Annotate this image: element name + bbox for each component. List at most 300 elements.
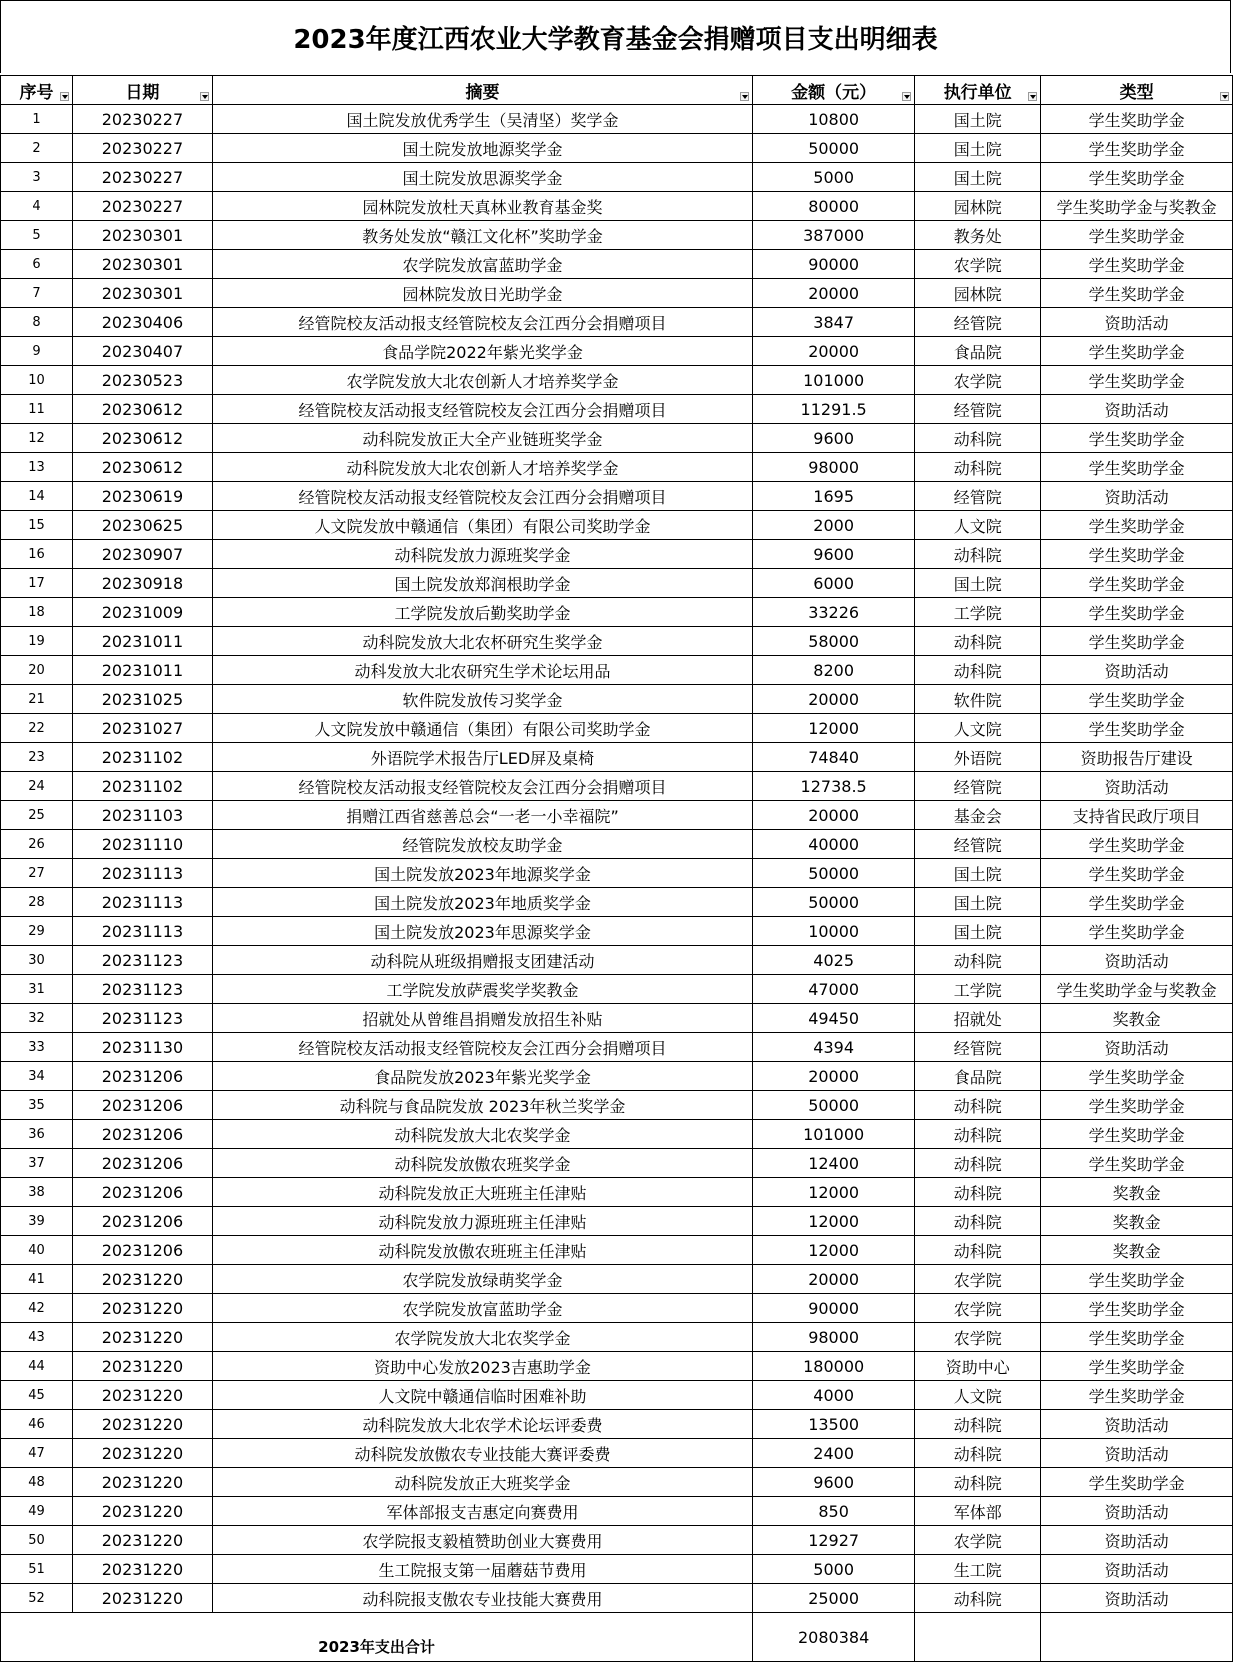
cell-date[interactable]: 20231102	[73, 772, 213, 801]
cell-unit[interactable]: 经管院	[915, 1033, 1041, 1062]
cell-summary[interactable]: 人文院发放中赣通信（集团）有限公司奖助学金	[212, 511, 752, 540]
cell-unit[interactable]: 食品院	[915, 337, 1041, 366]
cell-unit[interactable]: 人文院	[915, 511, 1041, 540]
cell-date[interactable]: 20231220	[73, 1323, 213, 1352]
cell-amount[interactable]: 101000	[753, 1120, 915, 1149]
cell-type[interactable]: 学生奖助学金	[1041, 1381, 1233, 1410]
cell-summary[interactable]: 国土院发放优秀学生（吴清坚）奖学金	[212, 105, 752, 134]
cell-type[interactable]: 学生奖助学金与奖教金	[1041, 192, 1233, 221]
cell-amount[interactable]: 5000	[753, 163, 915, 192]
cell-type[interactable]: 奖教金	[1041, 1004, 1233, 1033]
cell-seq[interactable]: 34	[1, 1062, 73, 1091]
cell-date[interactable]: 20230612	[73, 424, 213, 453]
cell-seq[interactable]: 15	[1, 511, 73, 540]
cell-date[interactable]: 20231027	[73, 714, 213, 743]
cell-seq[interactable]: 28	[1, 888, 73, 917]
cell-seq[interactable]: 27	[1, 859, 73, 888]
cell-date[interactable]: 20230625	[73, 511, 213, 540]
cell-amount[interactable]: 20000	[753, 1265, 915, 1294]
cell-summary[interactable]: 农学院发放富蓝助学金	[212, 1294, 752, 1323]
cell-summary[interactable]: 经管院校友活动报支经管院校友会江西分会捐赠项目	[212, 308, 752, 337]
cell-seq[interactable]: 36	[1, 1120, 73, 1149]
cell-amount[interactable]: 74840	[753, 743, 915, 772]
cell-summary[interactable]: 动科院与食品院发放 2023年秋兰奖学金	[212, 1091, 752, 1120]
cell-unit[interactable]: 教务处	[915, 221, 1041, 250]
cell-type[interactable]: 资助活动	[1041, 1526, 1233, 1555]
total-label[interactable]: 2023年支出合计	[1, 1613, 753, 1662]
cell-summary[interactable]: 动科院从班级捐赠报支团建活动	[212, 946, 752, 975]
cell-summary[interactable]: 经管院校友活动报支经管院校友会江西分会捐赠项目	[212, 482, 752, 511]
cell-summary[interactable]: 生工院报支第一届蘑菇节费用	[212, 1555, 752, 1584]
cell-seq[interactable]: 12	[1, 424, 73, 453]
cell-seq[interactable]: 25	[1, 801, 73, 830]
cell-unit[interactable]: 农学院	[915, 1265, 1041, 1294]
cell-type[interactable]: 学生奖助学金	[1041, 540, 1233, 569]
cell-amount[interactable]: 180000	[753, 1352, 915, 1381]
cell-date[interactable]: 20231103	[73, 801, 213, 830]
cell-type[interactable]: 资助活动	[1041, 395, 1233, 424]
cell-summary[interactable]: 农学院发放大北农创新人才培养奖学金	[212, 366, 752, 395]
cell-seq[interactable]: 46	[1, 1410, 73, 1439]
cell-amount[interactable]: 1695	[753, 482, 915, 511]
cell-date[interactable]: 20231206	[73, 1091, 213, 1120]
cell-summary[interactable]: 农学院发放富蓝助学金	[212, 250, 752, 279]
filter-dropdown-icon[interactable]	[740, 92, 749, 101]
cell-amount[interactable]: 47000	[753, 975, 915, 1004]
cell-type[interactable]: 学生奖助学金	[1041, 627, 1233, 656]
cell-date[interactable]: 20231206	[73, 1062, 213, 1091]
cell-summary[interactable]: 动科院发放傲农专业技能大赛评委费	[212, 1439, 752, 1468]
cell-seq[interactable]: 11	[1, 395, 73, 424]
cell-seq[interactable]: 30	[1, 946, 73, 975]
cell-type[interactable]: 学生奖助学金	[1041, 917, 1233, 946]
cell-seq[interactable]: 5	[1, 221, 73, 250]
cell-date[interactable]: 20231206	[73, 1149, 213, 1178]
cell-amount[interactable]: 50000	[753, 1091, 915, 1120]
cell-summary[interactable]: 外语院学术报告厅LED屏及桌椅	[212, 743, 752, 772]
cell-amount[interactable]: 50000	[753, 134, 915, 163]
cell-date[interactable]: 20231220	[73, 1410, 213, 1439]
cell-summary[interactable]: 农学院发放大北农奖学金	[212, 1323, 752, 1352]
cell-summary[interactable]: 动科院发放大北农学术论坛评委费	[212, 1410, 752, 1439]
cell-summary[interactable]: 招就处从曾维昌捐赠发放招生补贴	[212, 1004, 752, 1033]
cell-type[interactable]: 资助报告厅建设	[1041, 743, 1233, 772]
cell-date[interactable]: 20231113	[73, 859, 213, 888]
cell-amount[interactable]: 20000	[753, 337, 915, 366]
cell-unit[interactable]: 国土院	[915, 888, 1041, 917]
cell-type[interactable]: 学生奖助学金	[1041, 859, 1233, 888]
cell-summary[interactable]: 经管院校友活动报支经管院校友会江西分会捐赠项目	[212, 1033, 752, 1062]
cell-unit[interactable]: 经管院	[915, 772, 1041, 801]
cell-seq[interactable]: 37	[1, 1149, 73, 1178]
cell-unit[interactable]: 动科院	[915, 1468, 1041, 1497]
cell-seq[interactable]: 17	[1, 569, 73, 598]
cell-seq[interactable]: 6	[1, 250, 73, 279]
cell-amount[interactable]: 101000	[753, 366, 915, 395]
cell-type[interactable]: 资助活动	[1041, 772, 1233, 801]
cell-unit[interactable]: 动科院	[915, 1178, 1041, 1207]
cell-seq[interactable]: 22	[1, 714, 73, 743]
cell-seq[interactable]: 48	[1, 1468, 73, 1497]
filter-dropdown-icon[interactable]	[1220, 92, 1229, 101]
cell-date[interactable]: 20231220	[73, 1526, 213, 1555]
cell-type[interactable]: 资助活动	[1041, 1555, 1233, 1584]
cell-amount[interactable]: 10800	[753, 105, 915, 134]
cell-date[interactable]: 20230227	[73, 105, 213, 134]
cell-date[interactable]: 20230407	[73, 337, 213, 366]
cell-unit[interactable]: 人文院	[915, 1381, 1041, 1410]
cell-type[interactable]: 学生奖助学金	[1041, 598, 1233, 627]
cell-type[interactable]: 学生奖助学金	[1041, 1323, 1233, 1352]
cell-unit[interactable]: 国土院	[915, 917, 1041, 946]
cell-type[interactable]: 学生奖助学金	[1041, 511, 1233, 540]
cell-seq[interactable]: 16	[1, 540, 73, 569]
cell-type[interactable]: 资助活动	[1041, 308, 1233, 337]
cell-unit[interactable]: 招就处	[915, 1004, 1041, 1033]
cell-amount[interactable]: 850	[753, 1497, 915, 1526]
cell-amount[interactable]: 90000	[753, 250, 915, 279]
cell-unit[interactable]: 农学院	[915, 1294, 1041, 1323]
cell-summary[interactable]: 捐赠江西省慈善总会“一老一小幸福院”	[212, 801, 752, 830]
cell-unit[interactable]: 动科院	[915, 656, 1041, 685]
cell-date[interactable]: 20231220	[73, 1439, 213, 1468]
total-empty-cell[interactable]	[1041, 1613, 1233, 1662]
cell-amount[interactable]: 2400	[753, 1439, 915, 1468]
cell-summary[interactable]: 食品院发放2023年紫光奖学金	[212, 1062, 752, 1091]
cell-seq[interactable]: 52	[1, 1584, 73, 1613]
cell-amount[interactable]: 6000	[753, 569, 915, 598]
cell-amount[interactable]: 20000	[753, 801, 915, 830]
cell-date[interactable]: 20230406	[73, 308, 213, 337]
cell-date[interactable]: 20231113	[73, 888, 213, 917]
cell-unit[interactable]: 动科院	[915, 946, 1041, 975]
filter-dropdown-icon[interactable]	[1028, 92, 1037, 101]
cell-summary[interactable]: 资助中心发放2023吉惠助学金	[212, 1352, 752, 1381]
cell-seq[interactable]: 14	[1, 482, 73, 511]
cell-type[interactable]: 学生奖助学金	[1041, 1120, 1233, 1149]
cell-amount[interactable]: 12000	[753, 714, 915, 743]
cell-amount[interactable]: 11291.5	[753, 395, 915, 424]
cell-summary[interactable]: 园林院发放杜天真林业教育基金奖	[212, 192, 752, 221]
cell-type[interactable]: 资助活动	[1041, 1439, 1233, 1468]
cell-seq[interactable]: 32	[1, 1004, 73, 1033]
cell-date[interactable]: 20231206	[73, 1178, 213, 1207]
cell-summary[interactable]: 国土院发放地源奖学金	[212, 134, 752, 163]
cell-unit[interactable]: 基金会	[915, 801, 1041, 830]
cell-type[interactable]: 学生奖助学金	[1041, 1468, 1233, 1497]
cell-type[interactable]: 学生奖助学金	[1041, 250, 1233, 279]
cell-date[interactable]: 20231025	[73, 685, 213, 714]
cell-amount[interactable]: 4394	[753, 1033, 915, 1062]
cell-unit[interactable]: 国土院	[915, 859, 1041, 888]
cell-date[interactable]: 20230612	[73, 453, 213, 482]
cell-type[interactable]: 学生奖助学金	[1041, 888, 1233, 917]
cell-summary[interactable]: 园林院发放日光助学金	[212, 279, 752, 308]
cell-date[interactable]: 20231102	[73, 743, 213, 772]
cell-date[interactable]: 20230619	[73, 482, 213, 511]
cell-seq[interactable]: 24	[1, 772, 73, 801]
cell-amount[interactable]: 4000	[753, 1381, 915, 1410]
cell-summary[interactable]: 教务处发放“赣江文化杯”奖助学金	[212, 221, 752, 250]
cell-summary[interactable]: 动科院发放正大全产业链班奖学金	[212, 424, 752, 453]
cell-summary[interactable]: 国土院发放郑润根助学金	[212, 569, 752, 598]
cell-unit[interactable]: 经管院	[915, 482, 1041, 511]
cell-type[interactable]: 奖教金	[1041, 1178, 1233, 1207]
cell-unit[interactable]: 经管院	[915, 830, 1041, 859]
cell-seq[interactable]: 13	[1, 453, 73, 482]
cell-type[interactable]: 学生奖助学金与奖教金	[1041, 975, 1233, 1004]
cell-type[interactable]: 学生奖助学金	[1041, 1265, 1233, 1294]
cell-date[interactable]: 20231220	[73, 1294, 213, 1323]
cell-unit[interactable]: 工学院	[915, 598, 1041, 627]
cell-amount[interactable]: 2000	[753, 511, 915, 540]
cell-unit[interactable]: 园林院	[915, 192, 1041, 221]
cell-seq[interactable]: 19	[1, 627, 73, 656]
cell-date[interactable]: 20230227	[73, 134, 213, 163]
cell-summary[interactable]: 国土院发放2023年思源奖学金	[212, 917, 752, 946]
cell-amount[interactable]: 12000	[753, 1207, 915, 1236]
cell-unit[interactable]: 人文院	[915, 714, 1041, 743]
cell-unit[interactable]: 外语院	[915, 743, 1041, 772]
cell-unit[interactable]: 经管院	[915, 395, 1041, 424]
cell-amount[interactable]: 58000	[753, 627, 915, 656]
cell-date[interactable]: 20230227	[73, 192, 213, 221]
cell-amount[interactable]: 9600	[753, 424, 915, 453]
cell-summary[interactable]: 动科院发放大北农奖学金	[212, 1120, 752, 1149]
cell-unit[interactable]: 资助中心	[915, 1352, 1041, 1381]
cell-type[interactable]: 资助活动	[1041, 946, 1233, 975]
cell-amount[interactable]: 12738.5	[753, 772, 915, 801]
cell-unit[interactable]: 生工院	[915, 1555, 1041, 1584]
cell-amount[interactable]: 12927	[753, 1526, 915, 1555]
cell-date[interactable]: 20231011	[73, 627, 213, 656]
cell-seq[interactable]: 51	[1, 1555, 73, 1584]
cell-date[interactable]: 20231206	[73, 1120, 213, 1149]
cell-amount[interactable]: 49450	[753, 1004, 915, 1033]
cell-type[interactable]: 学生奖助学金	[1041, 1091, 1233, 1120]
cell-type[interactable]: 学生奖助学金	[1041, 105, 1233, 134]
cell-type[interactable]: 资助活动	[1041, 1410, 1233, 1439]
cell-unit[interactable]: 国土院	[915, 569, 1041, 598]
cell-summary[interactable]: 农学院发放绿萌奖学金	[212, 1265, 752, 1294]
cell-date[interactable]: 20231220	[73, 1468, 213, 1497]
cell-date[interactable]: 20230907	[73, 540, 213, 569]
cell-type[interactable]: 学生奖助学金	[1041, 424, 1233, 453]
cell-type[interactable]: 学生奖助学金	[1041, 714, 1233, 743]
cell-amount[interactable]: 3847	[753, 308, 915, 337]
cell-summary[interactable]: 经管院发放校友助学金	[212, 830, 752, 859]
cell-seq[interactable]: 23	[1, 743, 73, 772]
cell-type[interactable]: 奖教金	[1041, 1236, 1233, 1265]
cell-summary[interactable]: 动科院发放傲农班班主任津贴	[212, 1236, 752, 1265]
cell-type[interactable]: 学生奖助学金	[1041, 453, 1233, 482]
cell-type[interactable]: 学生奖助学金	[1041, 366, 1233, 395]
cell-unit[interactable]: 动科院	[915, 1439, 1041, 1468]
cell-seq[interactable]: 26	[1, 830, 73, 859]
cell-summary[interactable]: 经管院校友活动报支经管院校友会江西分会捐赠项目	[212, 772, 752, 801]
cell-summary[interactable]: 动科院发放大北农创新人才培养奖学金	[212, 453, 752, 482]
cell-summary[interactable]: 经管院校友活动报支经管院校友会江西分会捐赠项目	[212, 395, 752, 424]
cell-type[interactable]: 资助活动	[1041, 1584, 1233, 1613]
cell-seq[interactable]: 7	[1, 279, 73, 308]
cell-unit[interactable]: 农学院	[915, 1323, 1041, 1352]
cell-unit[interactable]: 动科院	[915, 627, 1041, 656]
cell-seq[interactable]: 39	[1, 1207, 73, 1236]
cell-date[interactable]: 20231206	[73, 1236, 213, 1265]
cell-type[interactable]: 学生奖助学金	[1041, 569, 1233, 598]
cell-summary[interactable]: 人文院中赣通信临时困难补助	[212, 1381, 752, 1410]
filter-dropdown-icon[interactable]	[902, 92, 911, 101]
cell-type[interactable]: 学生奖助学金	[1041, 1352, 1233, 1381]
cell-unit[interactable]: 动科院	[915, 1410, 1041, 1439]
cell-summary[interactable]: 动科院发放正大班奖学金	[212, 1468, 752, 1497]
cell-summary[interactable]: 动科院发放力源班班主任津贴	[212, 1207, 752, 1236]
cell-summary[interactable]: 国土院发放2023年地质奖学金	[212, 888, 752, 917]
cell-summary[interactable]: 工学院发放萨震奖学奖教金	[212, 975, 752, 1004]
cell-type[interactable]: 学生奖助学金	[1041, 279, 1233, 308]
cell-amount[interactable]: 9600	[753, 1468, 915, 1497]
cell-unit[interactable]: 军体部	[915, 1497, 1041, 1526]
cell-seq[interactable]: 33	[1, 1033, 73, 1062]
cell-date[interactable]: 20231123	[73, 946, 213, 975]
cell-unit[interactable]: 农学院	[915, 1526, 1041, 1555]
cell-date[interactable]: 20231206	[73, 1207, 213, 1236]
cell-date[interactable]: 20231220	[73, 1497, 213, 1526]
cell-seq[interactable]: 21	[1, 685, 73, 714]
cell-date[interactable]: 20231220	[73, 1555, 213, 1584]
cell-seq[interactable]: 42	[1, 1294, 73, 1323]
cell-type[interactable]: 学生奖助学金	[1041, 1294, 1233, 1323]
cell-amount[interactable]: 98000	[753, 453, 915, 482]
cell-summary[interactable]: 工学院发放后勤奖助学金	[212, 598, 752, 627]
cell-unit[interactable]: 动科院	[915, 1584, 1041, 1613]
cell-type[interactable]: 资助活动	[1041, 1497, 1233, 1526]
cell-summary[interactable]: 农学院报支毅植赞助创业大赛费用	[212, 1526, 752, 1555]
cell-summary[interactable]: 动科院报支傲农专业技能大赛费用	[212, 1584, 752, 1613]
cell-seq[interactable]: 9	[1, 337, 73, 366]
cell-date[interactable]: 20230301	[73, 221, 213, 250]
cell-seq[interactable]: 8	[1, 308, 73, 337]
cell-seq[interactable]: 3	[1, 163, 73, 192]
cell-date[interactable]: 20231123	[73, 975, 213, 1004]
cell-amount[interactable]: 33226	[753, 598, 915, 627]
cell-unit[interactable]: 软件院	[915, 685, 1041, 714]
cell-unit[interactable]: 动科院	[915, 453, 1041, 482]
filter-dropdown-icon[interactable]	[60, 92, 69, 101]
cell-summary[interactable]: 国土院发放思源奖学金	[212, 163, 752, 192]
cell-seq[interactable]: 50	[1, 1526, 73, 1555]
cell-date[interactable]: 20231220	[73, 1381, 213, 1410]
cell-date[interactable]: 20231113	[73, 917, 213, 946]
cell-amount[interactable]: 10000	[753, 917, 915, 946]
cell-type[interactable]: 学生奖助学金	[1041, 134, 1233, 163]
total-empty-cell[interactable]	[915, 1613, 1041, 1662]
cell-summary[interactable]: 动科院发放正大班班主任津贴	[212, 1178, 752, 1207]
cell-seq[interactable]: 40	[1, 1236, 73, 1265]
total-amount[interactable]: 2080384	[753, 1613, 915, 1662]
cell-type[interactable]: 学生奖助学金	[1041, 1149, 1233, 1178]
cell-type[interactable]: 学生奖助学金	[1041, 163, 1233, 192]
cell-unit[interactable]: 农学院	[915, 366, 1041, 395]
cell-unit[interactable]: 动科院	[915, 424, 1041, 453]
cell-seq[interactable]: 35	[1, 1091, 73, 1120]
cell-date[interactable]: 20231009	[73, 598, 213, 627]
cell-summary[interactable]: 动科院发放大北农杯研究生奖学金	[212, 627, 752, 656]
cell-date[interactable]: 20231110	[73, 830, 213, 859]
cell-date[interactable]: 20230227	[73, 163, 213, 192]
cell-summary[interactable]: 动科院发放力源班奖学金	[212, 540, 752, 569]
cell-amount[interactable]: 80000	[753, 192, 915, 221]
cell-seq[interactable]: 38	[1, 1178, 73, 1207]
cell-amount[interactable]: 5000	[753, 1555, 915, 1584]
filter-dropdown-icon[interactable]	[200, 92, 209, 101]
cell-unit[interactable]: 经管院	[915, 308, 1041, 337]
cell-type[interactable]: 学生奖助学金	[1041, 830, 1233, 859]
cell-date[interactable]: 20231130	[73, 1033, 213, 1062]
cell-seq[interactable]: 31	[1, 975, 73, 1004]
cell-seq[interactable]: 45	[1, 1381, 73, 1410]
cell-unit[interactable]: 国土院	[915, 163, 1041, 192]
cell-unit[interactable]: 动科院	[915, 1091, 1041, 1120]
cell-type[interactable]: 学生奖助学金	[1041, 685, 1233, 714]
cell-seq[interactable]: 47	[1, 1439, 73, 1468]
cell-unit[interactable]: 国土院	[915, 134, 1041, 163]
cell-date[interactable]: 20230523	[73, 366, 213, 395]
cell-amount[interactable]: 25000	[753, 1584, 915, 1613]
cell-unit[interactable]: 动科院	[915, 1236, 1041, 1265]
cell-amount[interactable]: 9600	[753, 540, 915, 569]
cell-amount[interactable]: 4025	[753, 946, 915, 975]
cell-amount[interactable]: 40000	[753, 830, 915, 859]
cell-amount[interactable]: 12000	[753, 1178, 915, 1207]
cell-date[interactable]: 20230301	[73, 250, 213, 279]
cell-type[interactable]: 资助活动	[1041, 482, 1233, 511]
cell-unit[interactable]: 动科院	[915, 1207, 1041, 1236]
cell-amount[interactable]: 387000	[753, 221, 915, 250]
cell-seq[interactable]: 41	[1, 1265, 73, 1294]
cell-type[interactable]: 资助活动	[1041, 1033, 1233, 1062]
cell-seq[interactable]: 20	[1, 656, 73, 685]
cell-type[interactable]: 支持省民政厅项目	[1041, 801, 1233, 830]
cell-type[interactable]: 奖教金	[1041, 1207, 1233, 1236]
cell-summary[interactable]: 动科院发放傲农班奖学金	[212, 1149, 752, 1178]
cell-date[interactable]: 20231011	[73, 656, 213, 685]
cell-amount[interactable]: 50000	[753, 859, 915, 888]
cell-type[interactable]: 学生奖助学金	[1041, 337, 1233, 366]
cell-unit[interactable]: 动科院	[915, 1149, 1041, 1178]
cell-unit[interactable]: 国土院	[915, 105, 1041, 134]
cell-unit[interactable]: 工学院	[915, 975, 1041, 1004]
cell-amount[interactable]: 98000	[753, 1323, 915, 1352]
cell-seq[interactable]: 10	[1, 366, 73, 395]
cell-amount[interactable]: 12400	[753, 1149, 915, 1178]
cell-type[interactable]: 资助活动	[1041, 656, 1233, 685]
cell-type[interactable]: 学生奖助学金	[1041, 1062, 1233, 1091]
cell-summary[interactable]: 军体部报支吉惠定向赛费用	[212, 1497, 752, 1526]
cell-summary[interactable]: 人文院发放中赣通信（集团）有限公司奖助学金	[212, 714, 752, 743]
cell-seq[interactable]: 49	[1, 1497, 73, 1526]
cell-summary[interactable]: 软件院发放传习奖学金	[212, 685, 752, 714]
cell-unit[interactable]: 农学院	[915, 250, 1041, 279]
cell-seq[interactable]: 29	[1, 917, 73, 946]
cell-unit[interactable]: 动科院	[915, 1120, 1041, 1149]
cell-summary[interactable]: 国土院发放2023年地源奖学金	[212, 859, 752, 888]
cell-unit[interactable]: 食品院	[915, 1062, 1041, 1091]
cell-seq[interactable]: 1	[1, 105, 73, 134]
cell-date[interactable]: 20231123	[73, 1004, 213, 1033]
cell-seq[interactable]: 18	[1, 598, 73, 627]
cell-date[interactable]: 20231220	[73, 1265, 213, 1294]
